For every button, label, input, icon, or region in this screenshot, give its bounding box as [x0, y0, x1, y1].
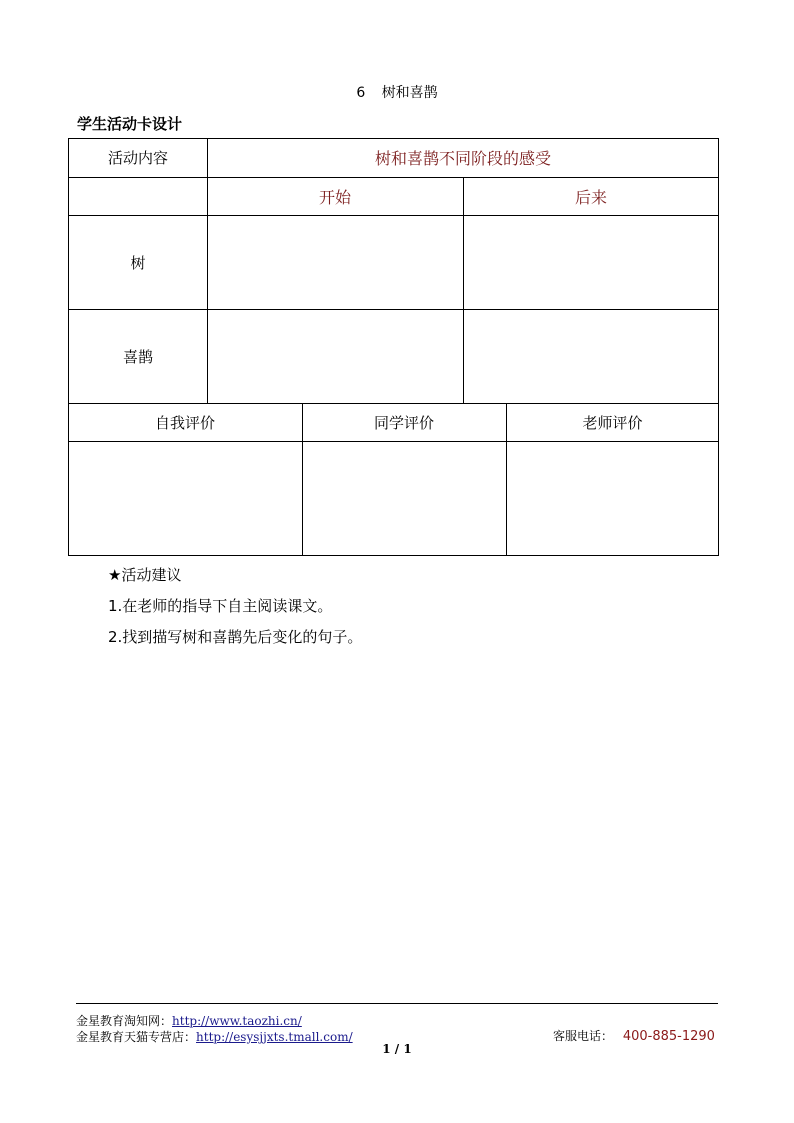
- page-title: [0, 82, 794, 102]
- lesson-title: 树和喜鹊: [381, 85, 438, 101]
- teacher-evaluation-label: 老师评价: [582, 413, 643, 432]
- suggestions-heading: ★活动建议: [108, 566, 182, 584]
- page-number: 1 / 1: [382, 1042, 412, 1056]
- service-phone-number: 400-885-1290: [622, 1029, 715, 1044]
- self-evaluation-label: 自我评价: [154, 413, 215, 432]
- column-later: 后来: [574, 187, 607, 207]
- row-label-magpie: 喜鹊: [122, 348, 153, 366]
- suggestion-item: 1.在老师的指导下自主阅读课文。: [108, 597, 333, 615]
- footer-divider: [76, 1003, 718, 1004]
- activity-topic: 树和喜鹊不同阶段的感受: [374, 149, 551, 168]
- row-label-tree: 树: [130, 253, 146, 272]
- service-label: 客服电话：: [553, 1029, 614, 1043]
- footer-line-1: [76, 1012, 302, 1029]
- taozhi-link[interactable]: http://www.taozhi.cn/: [172, 1014, 302, 1028]
- activity-content-label: 活动内容: [107, 149, 168, 167]
- tmall-link[interactable]: http://esysjjxts.tmall.com/: [196, 1030, 353, 1044]
- lesson-number: 6: [356, 85, 366, 101]
- footer-label-taozhi: 金星教育淘知网：: [76, 1014, 173, 1028]
- peer-evaluation-label: 同学评价: [373, 413, 434, 432]
- column-start: 开始: [318, 187, 351, 207]
- section-subtitle: 学生活动卡设计: [77, 115, 183, 133]
- suggestion-item: 2.找到描写树和喜鹊先后变化的句子。: [108, 628, 363, 646]
- footer-label-tmall: 金星教育天猫专营店：: [76, 1030, 197, 1044]
